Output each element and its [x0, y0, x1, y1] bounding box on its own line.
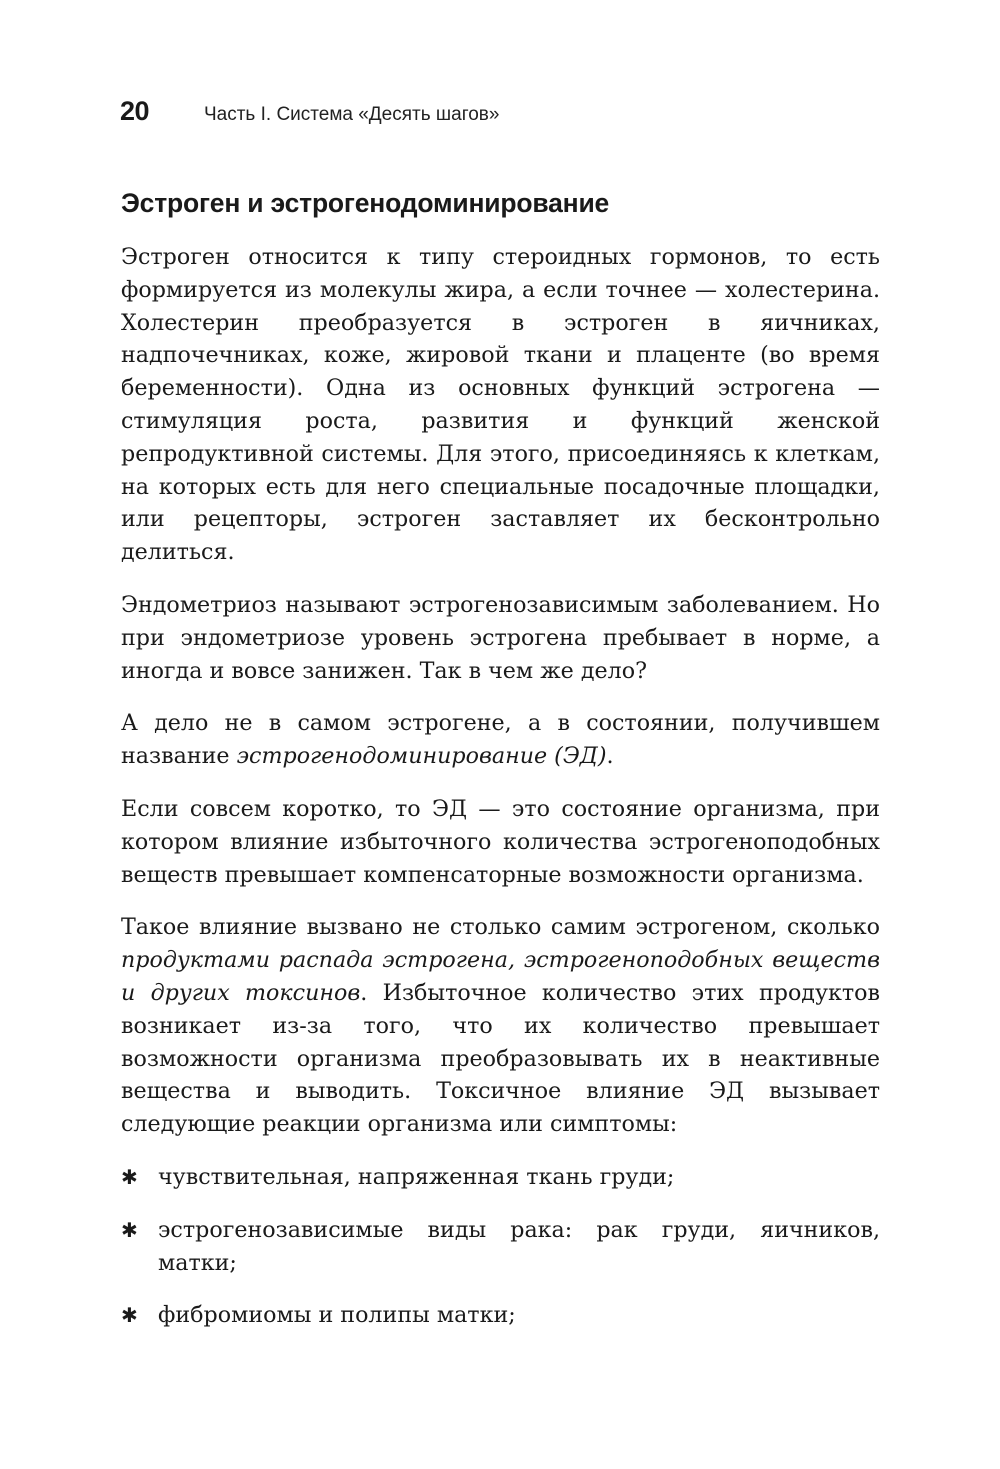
- list-item: [121, 1214, 880, 1280]
- body-text: [121, 241, 880, 1352]
- paragraph-3: [121, 707, 880, 773]
- asterisk-bullet-icon: ✱: [121, 1303, 138, 1328]
- paragraph-3-term: эстрогенодоминирование (ЭД): [236, 743, 607, 770]
- paragraph-3-text: А дело не в самом эстрогене, а в состоянии, получившем название: [121, 710, 880, 770]
- paragraph-3-end: .: [606, 743, 614, 770]
- list-item: [121, 1161, 880, 1194]
- paragraph-5: [121, 911, 880, 1141]
- list-item-text: эстрогенозависимые виды рака: рак груди, яичников, матки;: [158, 1216, 880, 1276]
- symptom-list: [121, 1161, 880, 1332]
- paragraph-4: Если совсем коротко, то ЭД — это состояние организма, при котором влияние избыточного количества эстрогеноподобных веществ превышает компенсаторные возможности организма.: [121, 795, 880, 888]
- paragraph-5-emphasis: продуктами распада эстрогена, эстрогеноподобных веществ и других токсинов: [121, 947, 880, 1006]
- paragraph-5-text: Такое влияние вызвано не столько самим эстрогеном, сколько: [121, 914, 880, 941]
- running-head: [120, 96, 499, 136]
- asterisk-bullet-icon: ✱: [121, 1217, 138, 1242]
- list-item-text: фибромиомы и полипы матки;: [158, 1302, 516, 1329]
- section-title: Часть I. Система «Десять шагов»: [204, 104, 500, 125]
- list-item-text: чувствительная, напряженная ткань груди;: [158, 1163, 675, 1190]
- list-item: [121, 1299, 880, 1332]
- page-number: 20: [120, 96, 150, 126]
- asterisk-bullet-icon: ✱: [121, 1164, 138, 1189]
- paragraph-1: Эстроген относится к типу стероидных гормонов, то есть формируется из молекулы жира, а если точнее — холестерина. Холестерин преобразуется в эстроген в яичниках, надпочечниках, коже, жировой ткани и плаценте (во время беременности). Одна из основных функций эстрогена — стимуляция роста, развития и функций женской репродуктивной системы. Для этого, присоединяясь к клеткам, на которых есть для него специальные посадочные площадки, или рецепторы, эстроген заставляет их бесконтрольно делиться.: [121, 244, 880, 566]
- chapter-heading: Эстроген и эстрогенодоминирование: [121, 188, 610, 218]
- paragraph-2: Эндометриоз называют эстрогенозависимым заболеванием. Но при эндометриозе уровень эстрогена пребывает в норме, а иногда и вовсе занижен. Так в чем же дело?: [121, 591, 880, 684]
- paragraph-5-end: . Избыточное количество этих продуктов возникает из-за того, что их количество превышает возможности организма преобразовывать их в неактивные вещества и выводить. Токсичное влияние ЭД вызывает следующие реакции организма или симптомы:: [121, 979, 881, 1138]
